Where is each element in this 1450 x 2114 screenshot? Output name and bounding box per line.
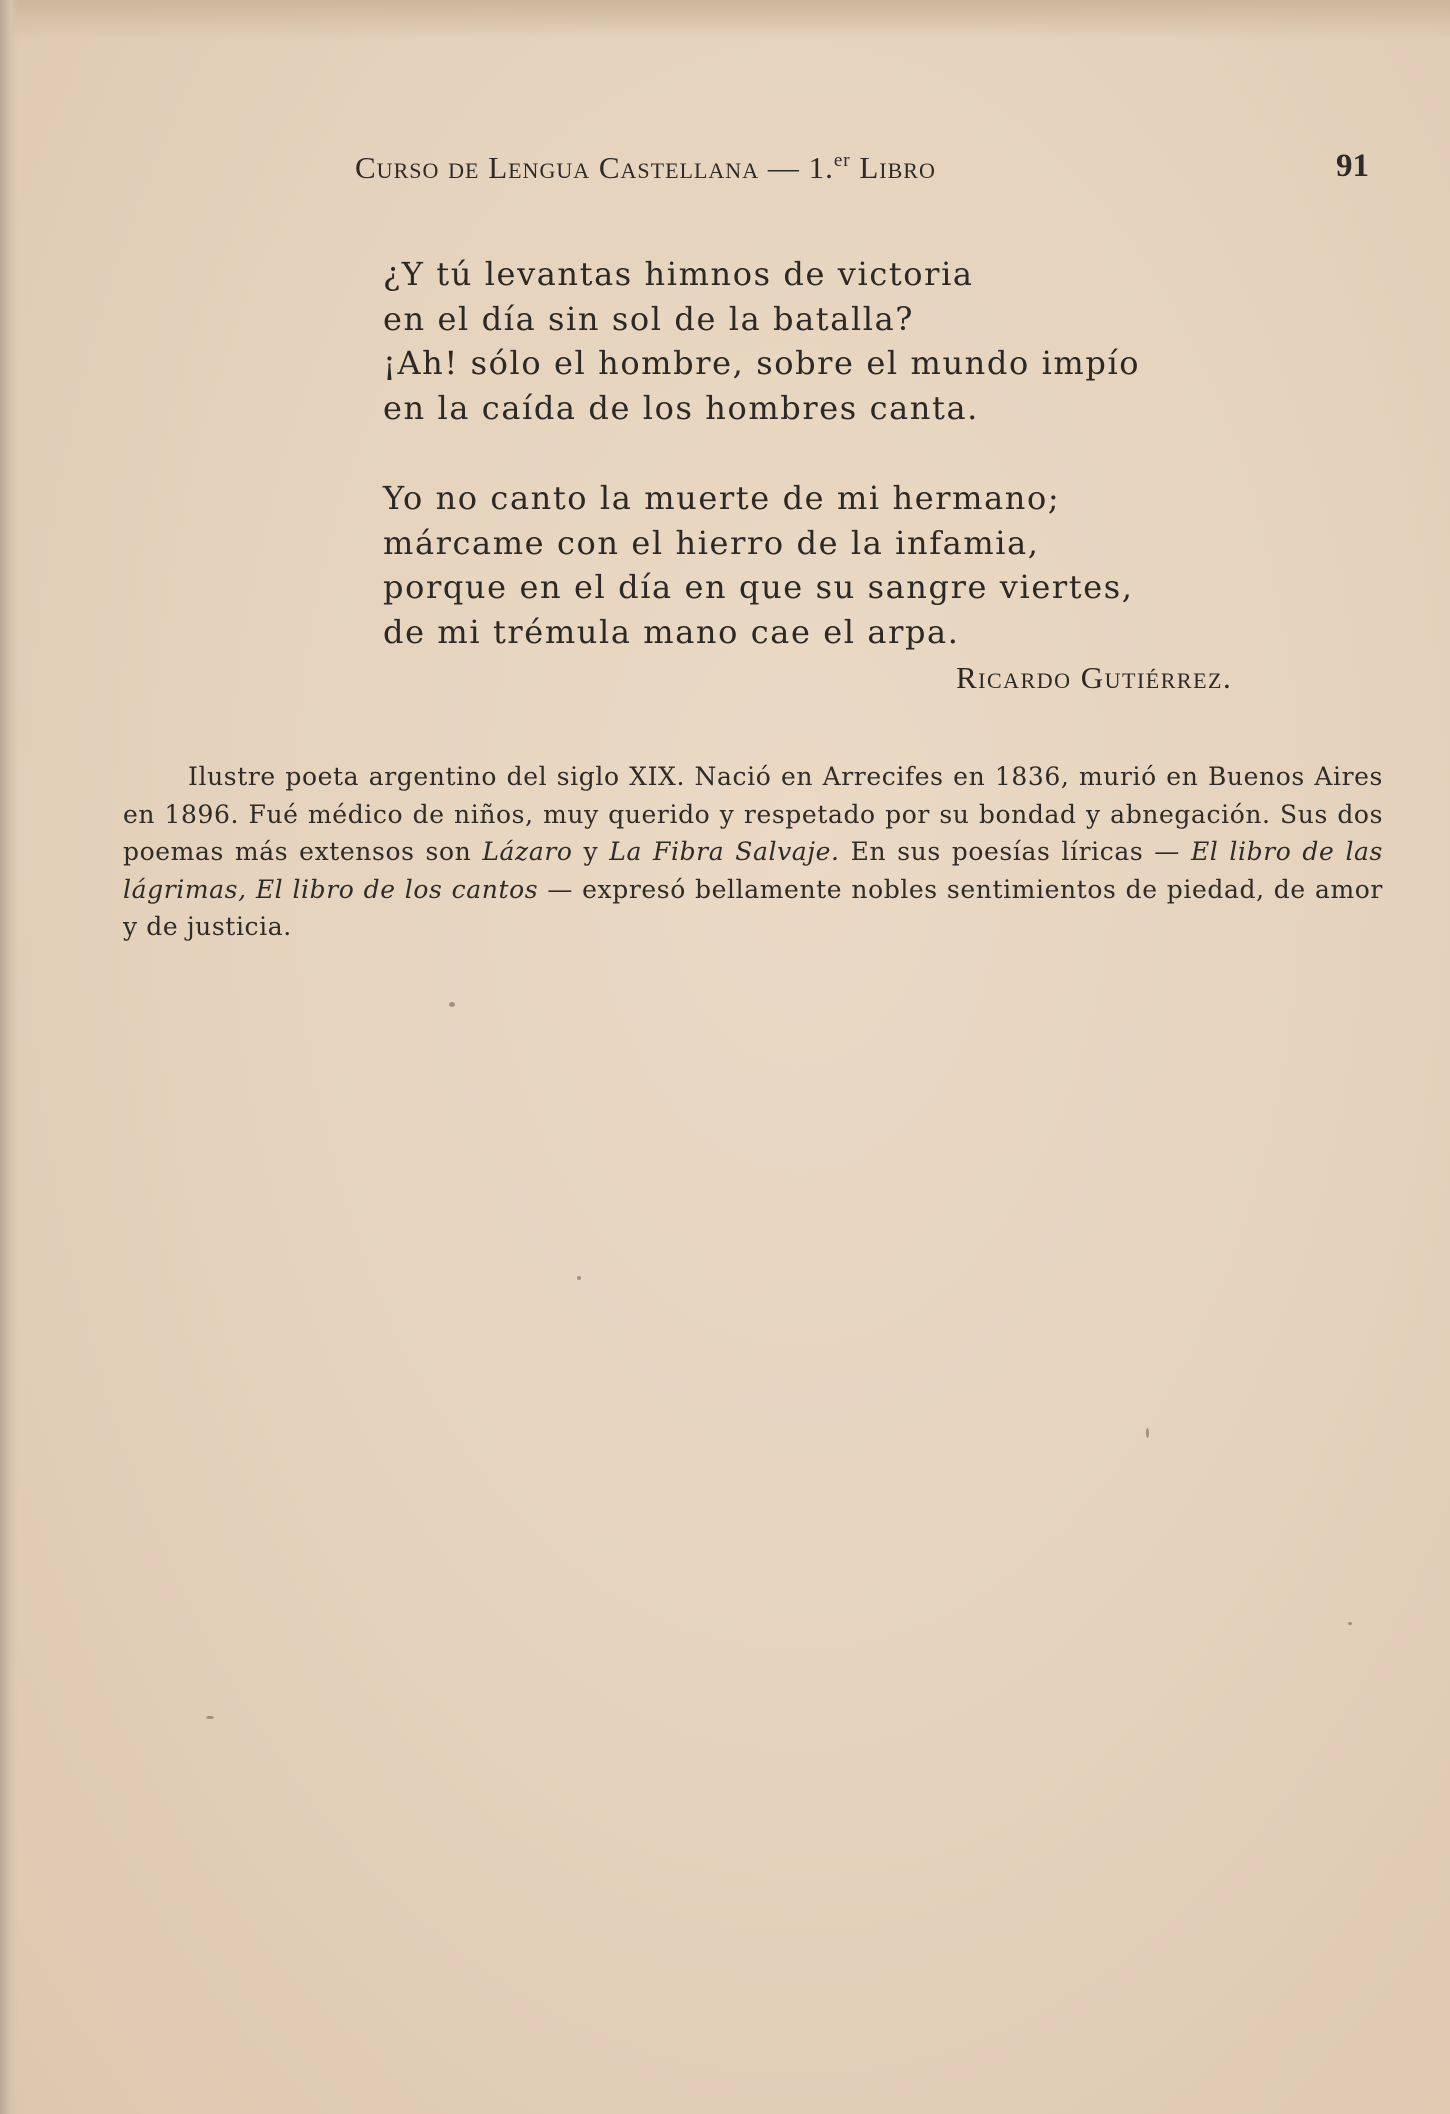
author-footnote — [123, 758, 1383, 946]
running-head — [355, 150, 936, 186]
edition-number: 1. — [808, 150, 834, 185]
paper-speck — [1348, 1622, 1352, 1625]
footnote-text: y — [572, 837, 610, 866]
page-number: 91 — [1336, 148, 1369, 184]
verse-line: ¡Ah! sólo el hombre, sobre el mundo impío — [383, 344, 1141, 382]
footnote-text: En sus poesías líricas — — [839, 837, 1191, 866]
running-title: Curso de Lengua Castellana — — [355, 150, 800, 185]
paper-speck — [206, 1716, 214, 1719]
work-title: La Fibra Salvaje. — [609, 837, 840, 866]
verse-line: porque en el día en que su sangre viertes, — [383, 568, 1134, 606]
verse-line: en el día sin sol de la batalla? — [383, 299, 915, 338]
footnote-text: Ilustre poeta argentino del siglo XIX. Nació en Arrecifes en 1836, murió en Buenos Aires en 1896. Fué médico de niños, muy querido y respetado por su bondad y abnegación. Sus dos poemas más extensos son — [123, 762, 1383, 866]
verse-line: Yo no canto la muerte de mi hermano; — [383, 479, 1061, 517]
verse-line: en la caída de los hombres canta. — [383, 388, 979, 427]
stanza-2 — [383, 476, 1343, 654]
work-title: Lázaro — [482, 837, 573, 866]
paper-speck — [577, 1276, 581, 1280]
edition-superscript: er — [833, 150, 851, 171]
verse-line: ¿Y tú levantas himnos de victoria — [383, 255, 974, 293]
paper-speck — [449, 1002, 455, 1007]
footnote-text: — expresó bellamente nobles sentimientos de piedad, de amor y de justicia. — [123, 874, 1383, 941]
stanza-1 — [383, 252, 1343, 430]
verse-line: de mi trémula mano cae el arpa. — [383, 612, 960, 651]
page-binding-edge — [0, 0, 18, 2114]
verse-line: márcame con el hierro de la infamia, — [383, 523, 1040, 562]
poem — [383, 252, 1343, 700]
paper-speck — [1146, 1428, 1149, 1438]
edition — [809, 150, 851, 185]
poem-author: Ricardo Gutiérrez. — [956, 660, 1233, 695]
page-top-shadow — [0, 0, 1450, 40]
book-label: Libro — [859, 150, 936, 185]
work-title: El libro de las lágrimas, El libro de los cantos — [123, 837, 1383, 904]
